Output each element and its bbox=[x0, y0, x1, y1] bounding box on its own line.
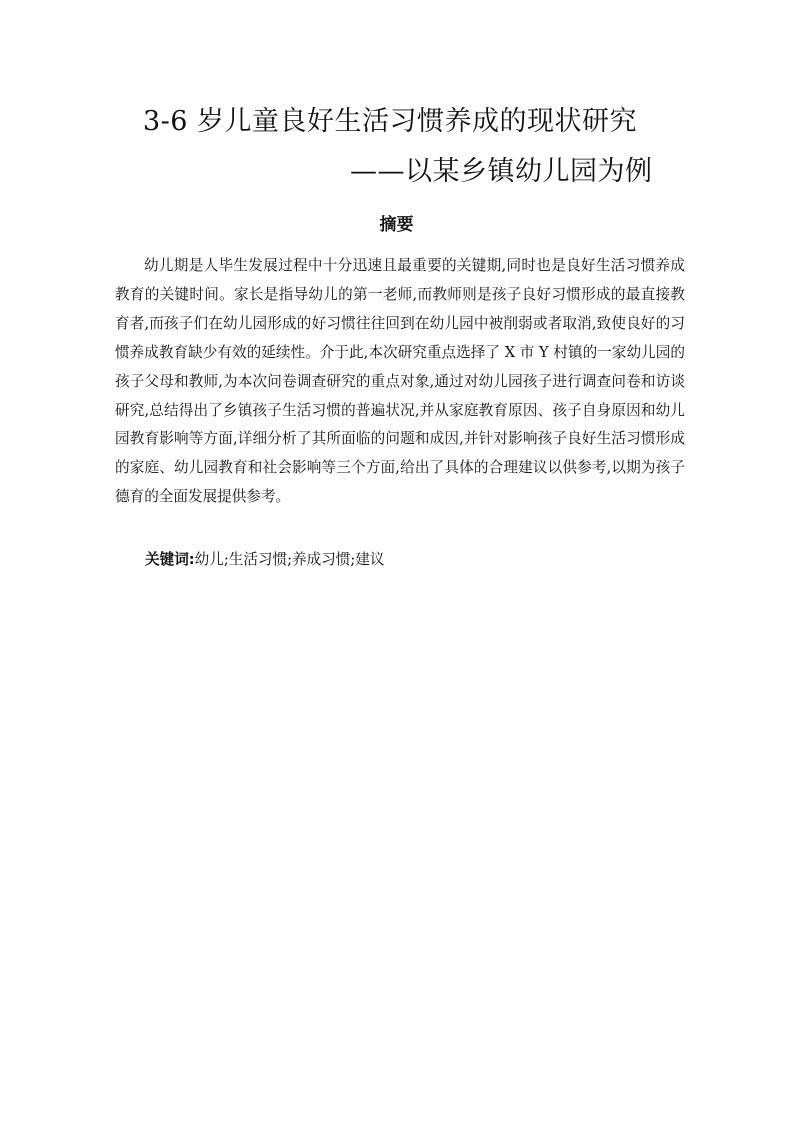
keywords-value: 幼儿;生活习惯;养成习惯;建议 bbox=[194, 551, 385, 568]
paper-title: 3-6 岁儿童良好生活习惯养成的现状研究 bbox=[143, 106, 638, 137]
keywords-line bbox=[145, 546, 385, 574]
keywords-label: 关键词: bbox=[145, 551, 195, 568]
abstract-heading: 摘要 bbox=[379, 215, 414, 235]
abstract-body: 幼儿期是人毕生发展过程中十分迅速且最重要的关键期,同时也是良好生活习惯养成教育的关键时间。家长是指导幼儿的第一老师,而教师则是孩子良好习惯形成的最直接教育者,而孩子们在幼儿园形成的好习惯往往回到在幼儿园中被削弱或者取消,致使良好的习惯养成教育缺少有效的延续性。介于此,本次研究重点选择了 X 市 Y 村镇的一家幼儿园的孩子父母和教师,为本次问卷调查研究的重点对象,通过对幼儿园孩子进行调查问卷和访谈研究,总结得出了乡镇孩子生活习惯的普遍状况,并从家庭教育原因、孩子自身原因和幼儿园教育影响等方面,详细分析了其所面临的问题和成因,并针对影响孩子良好生活习惯形成的家庭、幼儿园教育和社会影响等三个方面,给出了具体的合理建议以供参考,以期为孩子德育的全面发展提供参考。 bbox=[115, 257, 685, 506]
paper-subtitle: ——以某乡镇幼儿园为例 bbox=[350, 156, 653, 187]
